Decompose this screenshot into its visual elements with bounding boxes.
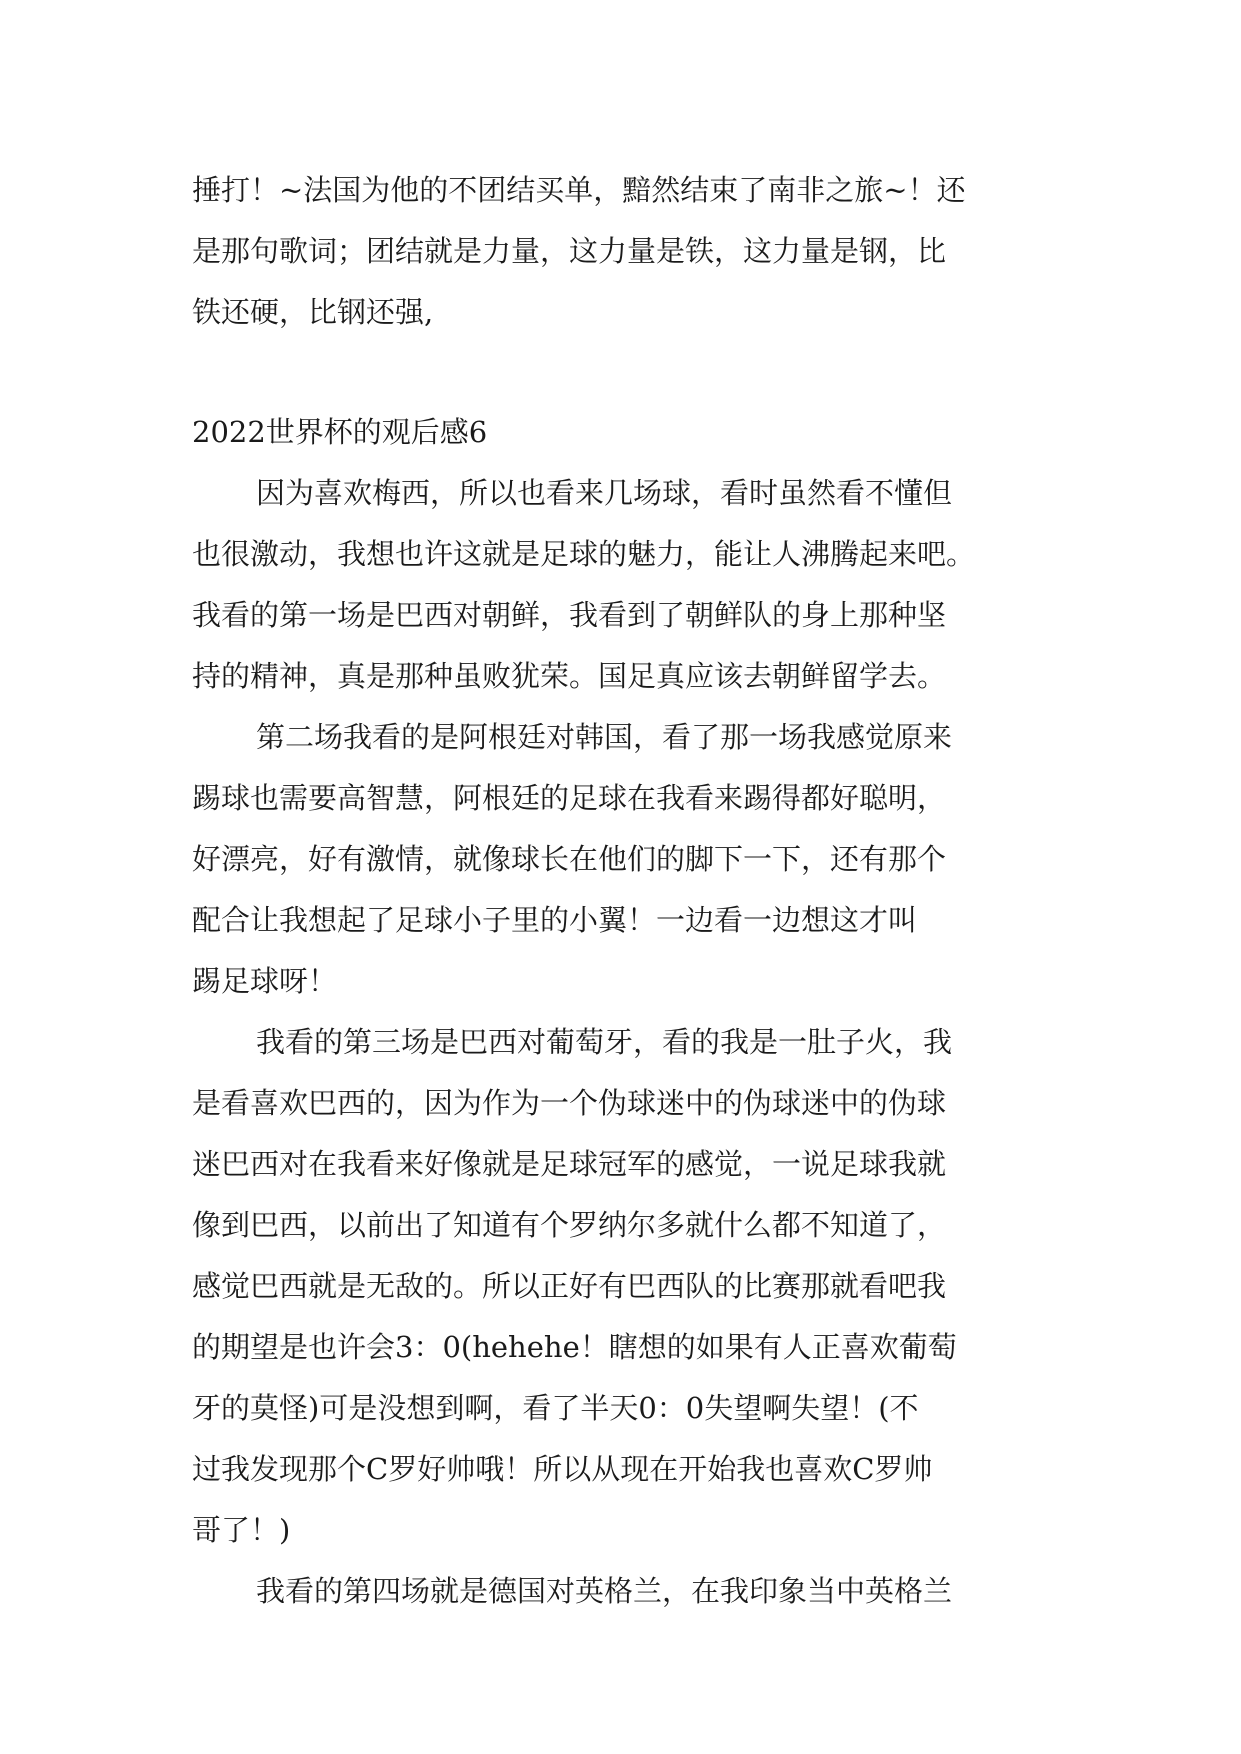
- text-line: 持的精神，真是那种虽败犹荣。国足真应该去朝鲜留学去。: [192, 659, 947, 693]
- text-line: 像到巴西，以前出了知道有个罗纳尔多就什么都不知道了，: [192, 1208, 947, 1242]
- text-line: 第二场我看的是阿根廷对韩国，看了那一场我感觉原来: [256, 720, 953, 754]
- paragraph-2: [192, 707, 1052, 1012]
- text-line: 因为喜欢梅西，所以也看来几场球，看时虽然看不懂但: [256, 476, 953, 510]
- text-line: 感觉巴西就是无敌的。所以正好有巴西队的比赛那就看吧我: [192, 1269, 947, 1303]
- text-line: 过我发现那个C罗好帅哦！所以从现在开始我也喜欢C罗帅: [192, 1452, 933, 1486]
- text-line: 踢足球呀！: [192, 964, 338, 998]
- text-line: 是看喜欢巴西的，因为作为一个伪球迷中的伪球迷中的伪球: [192, 1086, 947, 1120]
- text-line: 好漂亮，好有激情，就像球长在他们的脚下一下，还有那个: [192, 842, 947, 876]
- text-line: 牙的莫怪)可是没想到啊，看了半天0：0失望啊失望！(不: [192, 1391, 919, 1425]
- text-line: 我看的第四场就是德国对英格兰，在我印象当中英格兰: [256, 1574, 953, 1608]
- document-body: [192, 160, 1052, 1622]
- text-line: 我看的第三场是巴西对葡萄牙，看的我是一肚子火，我: [256, 1025, 953, 1059]
- paragraph-1: [192, 463, 1052, 707]
- text-line: 铁还硬，比钢还强,: [192, 295, 434, 329]
- paragraph-3: [192, 1012, 1052, 1561]
- text-line: 踢球也需要高智慧，阿根廷的足球在我看来踢得都好聪明，: [192, 781, 947, 815]
- text-line: 配合让我想起了足球小子里的小翼！一边看一边想这才叫: [192, 903, 918, 937]
- text-line: 捶打！~法国为他的不团结买单，黯然结束了南非之旅~！还: [192, 173, 966, 207]
- text-line: 我看的第一场是巴西对朝鲜，我看到了朝鲜队的身上那种坚: [192, 598, 947, 632]
- paragraph-4: [192, 1561, 1052, 1622]
- text-line: 是那句歌词；团结就是力量，这力量是铁，这力量是钢，比: [192, 234, 947, 268]
- text-line: 哥了！): [192, 1513, 291, 1547]
- text-line: 也很激动，我想也许这就是足球的魅力，能让人沸腾起来吧。: [192, 537, 976, 571]
- text-line: 迷巴西对在我看来好像就是足球冠军的感觉，一说足球我就: [192, 1147, 947, 1181]
- text-line: 的期望是也许会3：0(hehehe！瞎想的如果有人正喜欢葡萄: [192, 1330, 957, 1364]
- section-heading: 2022世界杯的观后感6: [192, 415, 488, 449]
- intro-paragraph: [192, 160, 1052, 343]
